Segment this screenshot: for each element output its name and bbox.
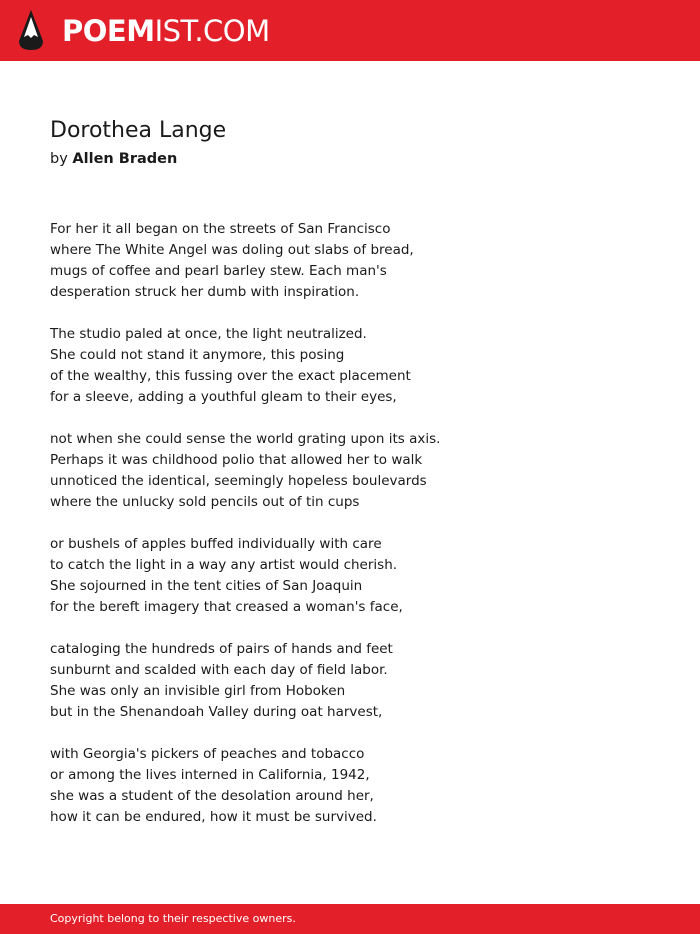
poem-line: to catch the light in a way any artist would cherish. (50, 557, 398, 573)
site-footer (0, 904, 700, 934)
poem-line: sunburnt and scalded with each day of field labor. (50, 662, 388, 678)
poem-line: unnoticed the identical, seemingly hopeless boulevards (50, 473, 427, 489)
poem-line: or among the lives interned in California, 1942, (50, 767, 370, 783)
logo-light-text: IST.COM (154, 14, 270, 48)
site-header (0, 0, 700, 61)
stanza (50, 639, 670, 723)
poem-line: cataloging the hundreds of pairs of hands and feet (50, 641, 393, 657)
byline (50, 149, 177, 169)
poem-line: where The White Angel was doling out slabs of bread, (50, 242, 414, 258)
poem-body (50, 219, 670, 849)
poem-line: for the bereft imagery that creased a woman's face, (50, 599, 403, 615)
stanza (50, 219, 670, 303)
poem-line: with Georgia's pickers of peaches and tobacco (50, 746, 365, 762)
poem-line: She was only an invisible girl from Hoboken (50, 683, 346, 699)
poem-line: of the wealthy, this fussing over the exact placement (50, 368, 411, 384)
poem-line: where the unlucky sold pencils out of tin cups (50, 494, 360, 510)
poem-line: desperation struck her dumb with inspiration. (50, 284, 360, 300)
poem-line: She sojourned in the tent cities of San Joaquin (50, 578, 363, 594)
poem-line: or bushels of apples buffed individually with care (50, 536, 382, 552)
site-logo[interactable] (62, 14, 270, 48)
copyright-notice: Copyright belong to their respective owners. (50, 912, 296, 925)
pencil-tip-icon (18, 9, 44, 51)
poem-line: not when she could sense the world grating upon its axis. (50, 431, 441, 447)
poem-title: Dorothea Lange (50, 118, 227, 143)
poem-line: how it can be endured, how it must be survived. (50, 809, 377, 825)
poem-line: Perhaps it was childhood polio that allowed her to walk (50, 452, 423, 468)
stanza (50, 744, 670, 828)
poem-line: but in the Shenandoah Valley during oat harvest, (50, 704, 383, 720)
poem-line: mugs of coffee and pearl barley stew. Each man's (50, 263, 387, 279)
poem-line: She could not stand it anymore, this posing (50, 347, 345, 363)
stanza (50, 324, 670, 408)
poem-line: The studio paled at once, the light neutralized. (50, 326, 367, 342)
author-name: Allen Braden (72, 151, 178, 167)
stanza (50, 534, 670, 618)
poem-line: For her it all began on the streets of San Francisco (50, 221, 391, 237)
stanza (50, 429, 670, 513)
poem-line: for a sleeve, adding a youthful gleam to their eyes, (50, 389, 397, 405)
poem-line: she was a student of the desolation around her, (50, 788, 374, 804)
by-label: by (50, 151, 68, 167)
logo-bold-text: POEM (62, 14, 155, 48)
